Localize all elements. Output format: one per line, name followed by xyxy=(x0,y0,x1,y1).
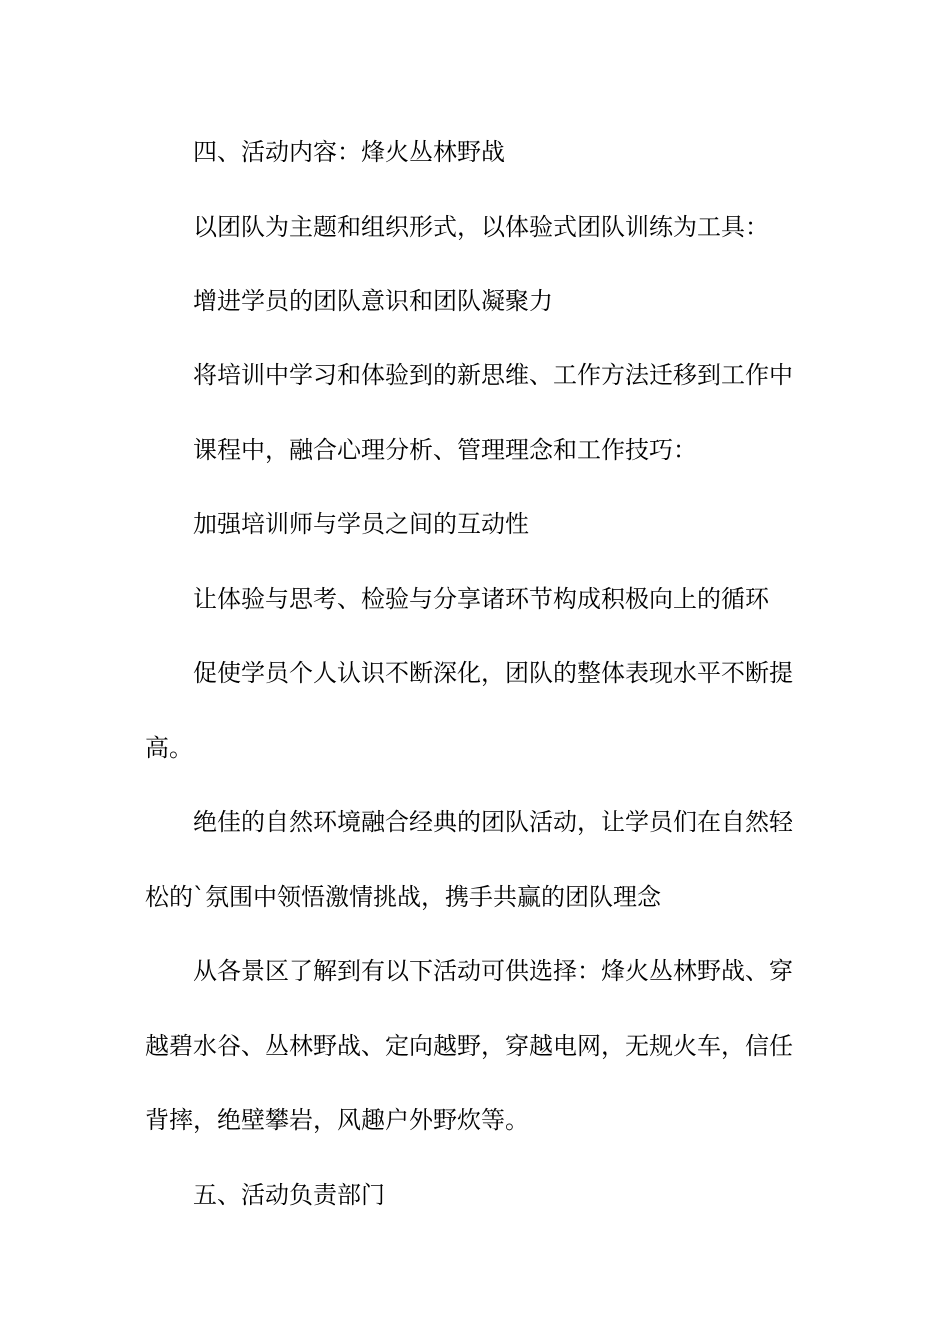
paragraph-line: 松的`氛围中领悟激情挑战，携手共赢的团队理念 xyxy=(145,883,661,911)
section-heading-activity-content: 四、活动内容：烽火丛林野战 xyxy=(193,138,505,166)
section-heading-responsible-department: 五、活动负责部门 xyxy=(193,1181,385,1209)
paragraph-line: 高。 xyxy=(145,734,193,762)
paragraph-line: 促使学员个人认识不断深化，团队的整体表现水平不断提 xyxy=(193,659,793,687)
paragraph-line: 课程中，融合心理分析、管理理念和工作技巧： xyxy=(193,436,697,464)
paragraph-line: 将培训中学习和体验到的新思维、工作方法迁移到工作中 xyxy=(193,361,793,389)
paragraph-line: 越碧水谷、丛林野战、定向越野，穿越电网，无规火车，信任 xyxy=(145,1032,793,1060)
paragraph-line: 增进学员的团队意识和团队凝聚力 xyxy=(193,287,553,315)
paragraph-line: 以团队为主题和组织形式，以体验式团队训练为工具： xyxy=(193,213,769,241)
paragraph-line: 绝佳的自然环境融合经典的团队活动，让学员们在自然轻 xyxy=(193,808,793,836)
paragraph-line: 加强培训师与学员之间的互动性 xyxy=(193,510,529,538)
paragraph-line: 让体验与思考、检验与分享诸环节构成积极向上的循环 xyxy=(193,585,769,613)
paragraph-line: 从各景区了解到有以下活动可供选择：烽火丛林野战、穿 xyxy=(193,957,793,985)
paragraph-line: 背摔，绝壁攀岩，风趣户外野炊等。 xyxy=(145,1106,529,1134)
